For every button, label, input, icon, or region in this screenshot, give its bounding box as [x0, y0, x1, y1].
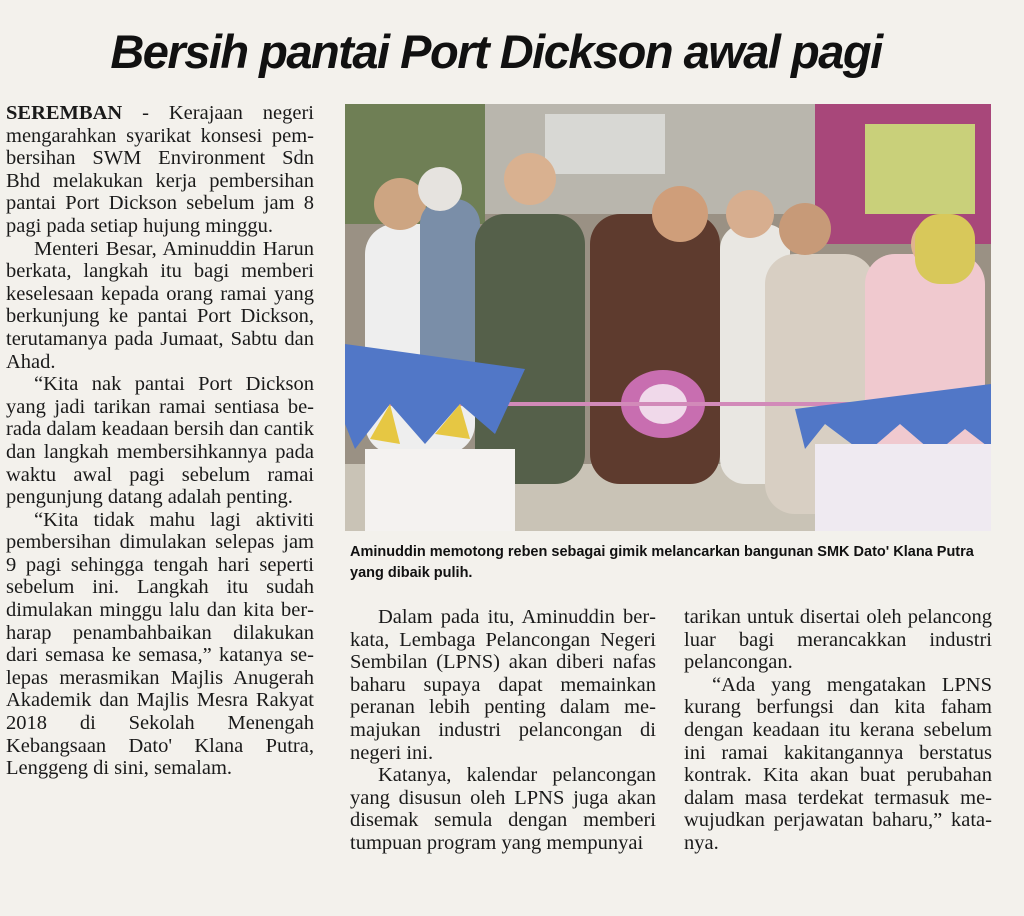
article-column-1: [6, 102, 314, 780]
article-column-2: [350, 606, 656, 855]
photo-caption: Aminuddin memotong reben sebagai gimik melancarkan bangunan SMK Dato' Klana Putra yang dibaik pulih.: [350, 544, 974, 581]
headline: Bersih pantai Port Dickson awal pagi: [110, 25, 882, 78]
lead-text: - Kerajaan negeri mengarahkan syarikat konsesi pembersihan SWM Environment Sdn Bhd melakukan kerja pembersihan pantai Port Dickson sebelum jam 8 pagi pada setiap hujung minggu.: [6, 102, 314, 237]
paragraph-2: Menteri Besar, Aminuddin Harun berkata, langkah itu bagi memberi keselesaan kepada orang ramai yang berkunjung ke pantai Port Dickson, terutamanya pada Jumaat, Sabtu dan Ahad.: [6, 237, 314, 373]
article-column-3: [684, 606, 992, 855]
paragraph-6: Katanya, kalendar pelancongan yang disusun oleh LPNS juga akan disemak semula dengan memberi tumpuan program yang mempunyai: [350, 764, 656, 854]
dateline: SEREMBAN: [6, 102, 123, 124]
paragraph-4: “Kita tidak mahu lagi aktiviti pembersihan dimulakan selepas jam 9 pagi sehingga tengah hari seperti sebelum ini. Langkah itu sudah dimulakan minggu lalu dan kita berharap penambahbaikan dilakukan dari semasa ke semasa,” katanya selepas merasmikan Majlis Anugerah Akademik dan Majlis Mesra Rakyat 2018 di Sekolah Menengah Kebangsaan Dato' Klana Putra, Lenggeng di sini, semalam.: [6, 508, 314, 780]
paragraph-7: tarikan untuk disertai oleh pelancong luar bagi merancakkan industri pelancongan.: [684, 606, 992, 674]
news-photo: [345, 104, 991, 531]
ribbon-cutting-photo: [345, 104, 991, 531]
lead-paragraph: [6, 102, 314, 238]
paragraph-3: “Kita nak pantai Port Dickson yang jadi tarikan ramai sentiasa berada dalam keadaan bersih dan cantik dan langkah membersihkannya pada waktu awal pagi sebelum ramai pengunjung datang adalah penting.: [6, 373, 314, 509]
paragraph-8: “Ada yang mengatakan LPNS kurang berfungsi dan kita faham dengan keadaan itu kerana sebelum ini ramai kakitangannya berstatus kontrak. Kita akan buat perubahan dalam masa terdekat termasuk mewujudkan perjawatan baharu,” katanya.: [684, 673, 992, 854]
paragraph-5: Dalam pada itu, Aminuddin berkata, Lembaga Pelancongan Negeri Sembilan (LPNS) akan diberi nafas baharu supaya dapat memainkan peranan lebih penting dalam memajukan industri pelancongan di negeri ini.: [350, 606, 656, 764]
